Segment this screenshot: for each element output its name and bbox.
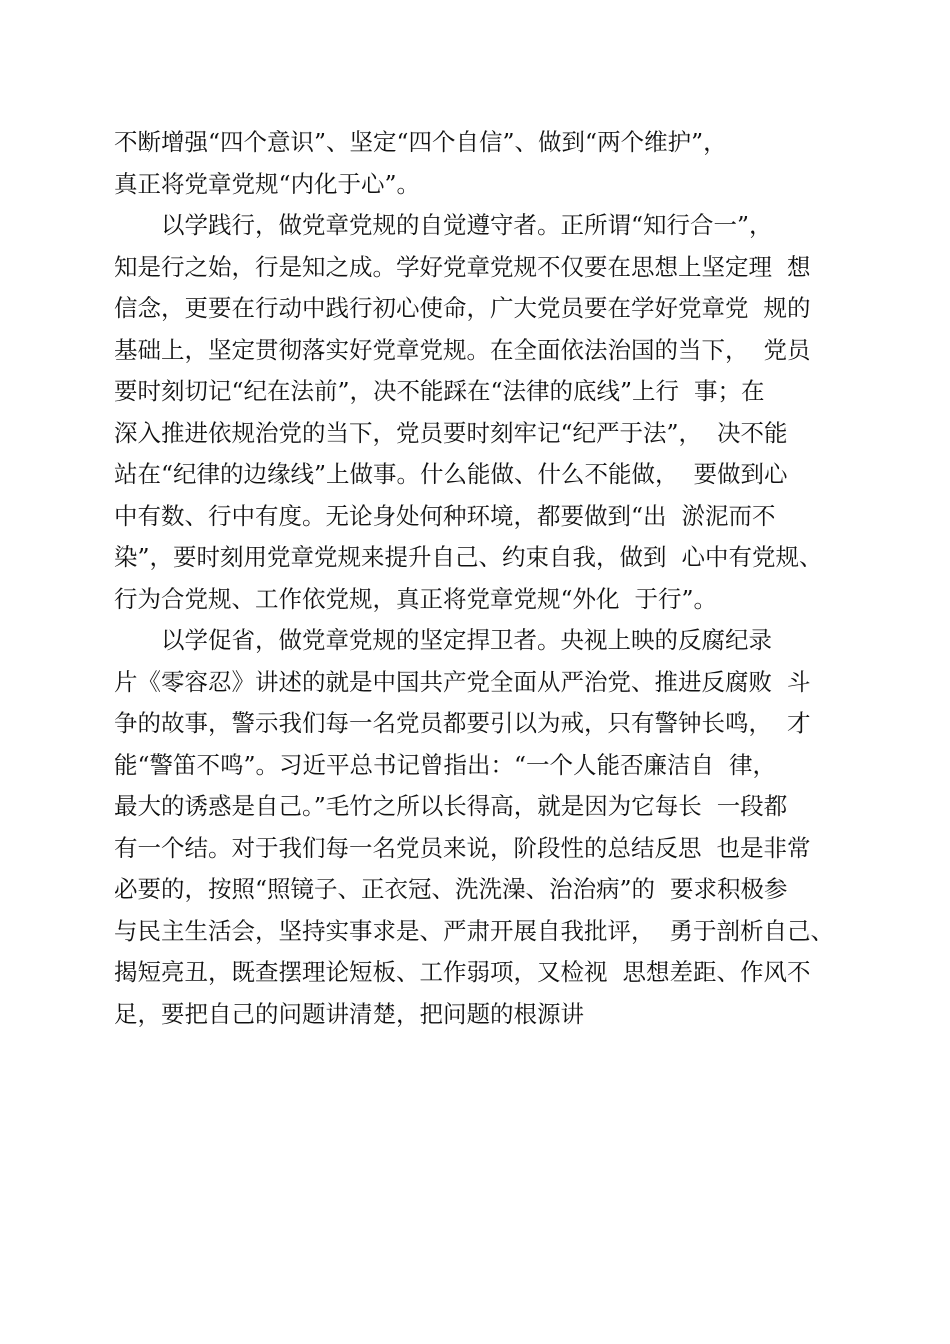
text-line: 必要的，按照“照镜子、正衣冠、洗洗澡、治治病”的 要求积极参 <box>114 875 788 903</box>
text-line: 与民主生活会，坚持实事求是、严肃开展自我批评， 勇于剖析自己、 <box>114 916 834 945</box>
text-line: 有一个结。对于我们每一名党员来说，阶段性的总结反思 也是非常 <box>114 833 811 862</box>
text-line: 知是行之始，行是知之成。学好党章党规不仅要在思想上坚定理 想 <box>114 252 811 281</box>
paragraph-start-line: 以学促省，做党章党规的坚定捍卫者。央视上映的反腐纪录 <box>161 626 772 654</box>
text-line: 最大的诱惑是自己。”毛竹之所以长得高，就是因为它每长 一段都 <box>114 792 788 820</box>
text-line: 揭短亮丑，既查摆理论短板、工作弱项，又检视 思想差距、作风不 <box>114 958 811 986</box>
text-line: 足，要把自己的问题讲清楚，把问题的根源讲 <box>114 999 584 1028</box>
text-line: 争的故事，警示我们每一名党员都要引以为戒，只有警钟长鸣， 才 <box>114 709 811 737</box>
text-line: 染”，要时刻用党章党规来提升自己、约束自我，做到 心中有党规、 <box>114 543 823 571</box>
document-body <box>114 122 854 1035</box>
text-line: 站在“纪律的边缘线”上做事。什么能做、什么不能做， 要做到心 <box>114 460 788 488</box>
text-line: 信念，更要在行动中践行初心使命，广大党员要在学好党章党 规的 <box>114 294 811 322</box>
text-line: 能“警笛不鸣”。习近平总书记曾指出：“一个人能否廉洁自 律， <box>114 750 776 779</box>
text-line: 深入推进依规治党的当下，党员要时刻牢记“纪严于法”， 决不能 <box>114 418 788 447</box>
text-line: 真正将党章党规“内化于心”。 <box>114 169 421 198</box>
text-line: 中有数、行中有度。无论身处何种环境，都要做到“出 淤泥而不 <box>114 501 776 530</box>
text-line: 不断增强“四个意识”、坚定“四个自信”、做到“两个维护”， <box>114 128 727 156</box>
text-line: 基础上，坚定贯彻落实好党章党规。在全面依法治国的当下， 党员 <box>114 335 811 364</box>
text-line: 片《零容忍》讲述的就是中国共产党全面从严治党、推进反腐败 斗 <box>114 667 811 696</box>
text-line: 要时刻切记“纪在法前”，决不能踩在“法律的底线”上行 事；在 <box>114 377 765 405</box>
paragraph-start-line: 以学践行，做党章党规的自觉遵守者。正所谓“知行合一”， <box>161 211 773 239</box>
text-line: 行为合党规、工作依党规，真正将党章党规“外化 于行”。 <box>114 584 717 613</box>
